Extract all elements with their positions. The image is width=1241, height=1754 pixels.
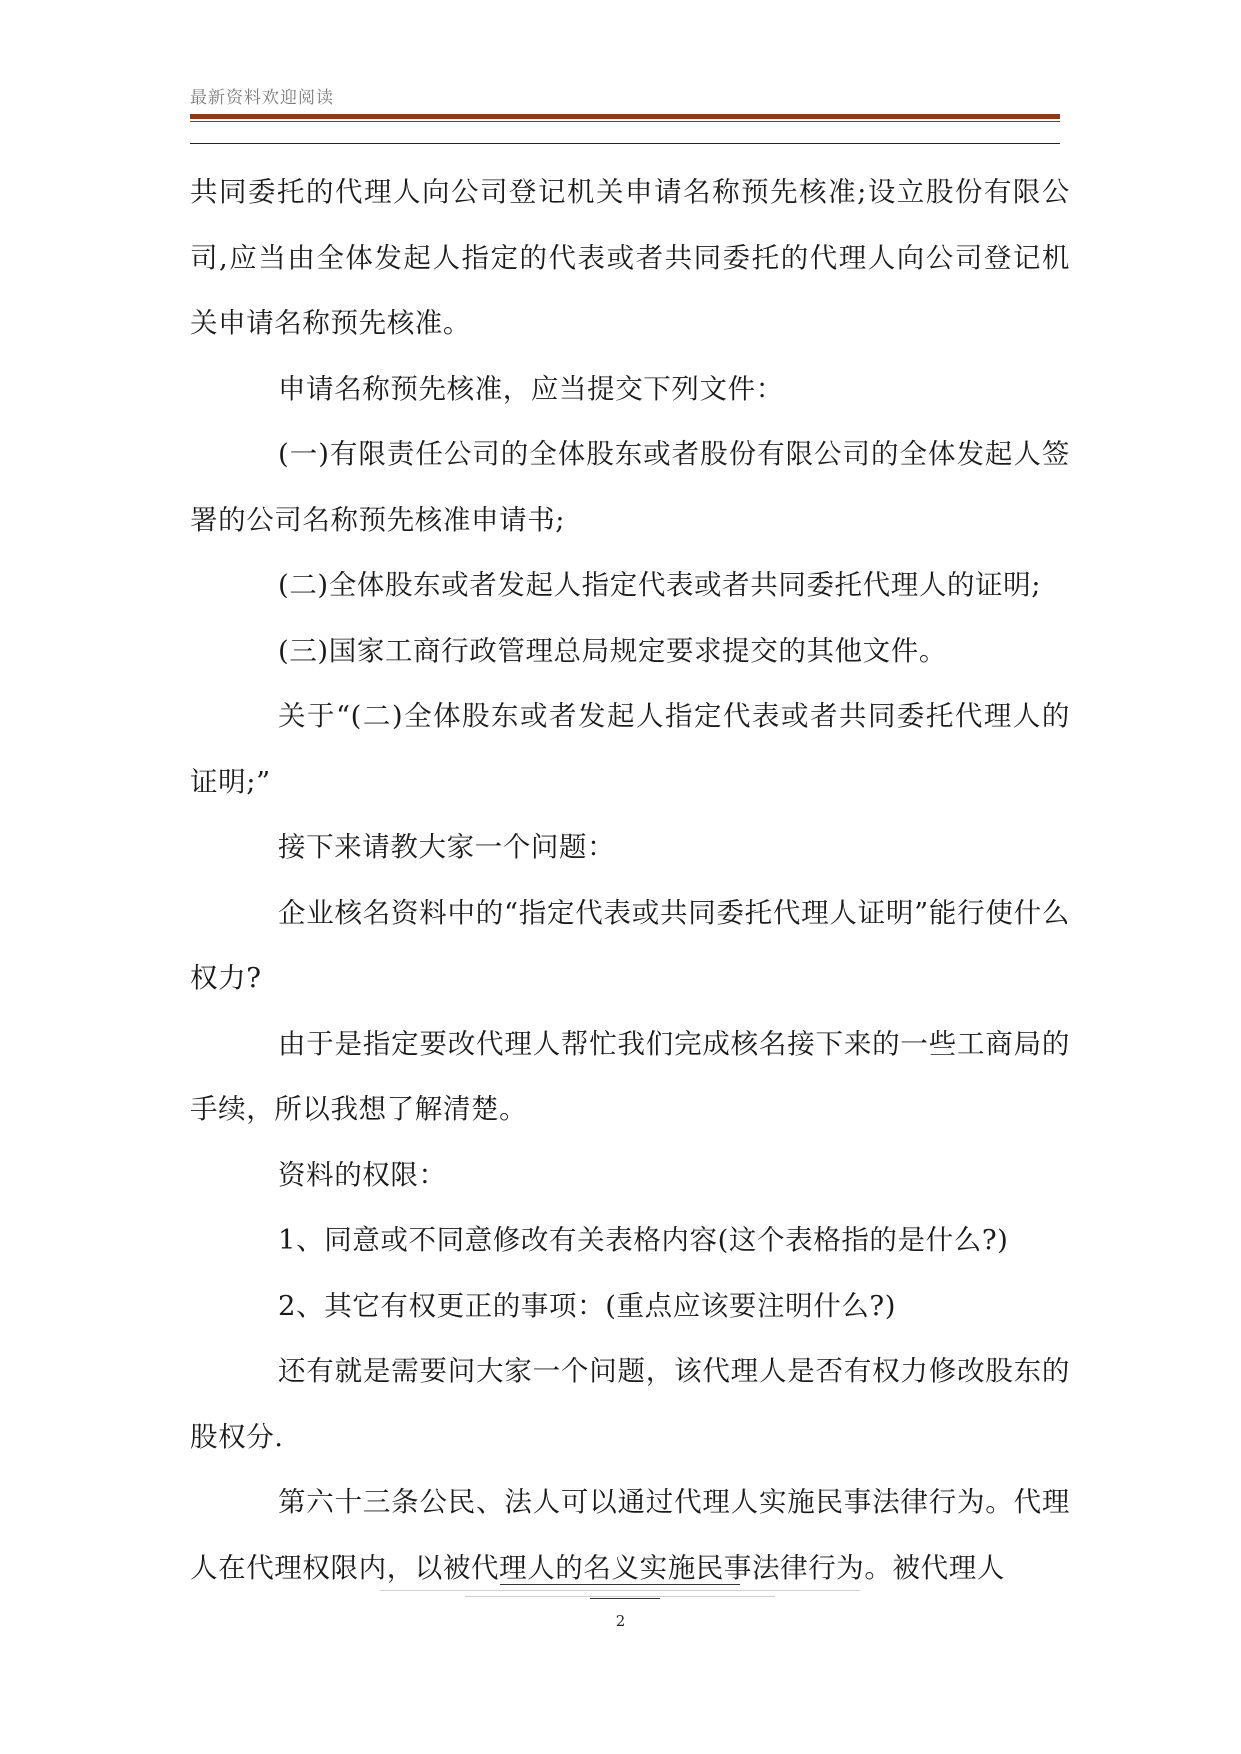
paragraph-7: 接下来请教大家一个问题：: [278, 831, 616, 863]
header-rule-base: [190, 143, 1060, 144]
page-header: [190, 88, 1060, 110]
paragraph-10: 资料的权限：: [278, 1158, 447, 1191]
footer-rule-outer: [380, 1590, 860, 1591]
header-rule-thick: [190, 114, 1060, 119]
footer-rule-short: [590, 1598, 660, 1599]
header-title: 最新资料欢迎阅读: [190, 88, 334, 108]
paragraph-11: 1、同意或不同意修改有关表格内容(这个表格指的是什么?): [278, 1224, 1009, 1256]
paragraph-1: 共同委托的代理人向公司登记机关申请名称预先核准;设立股份有限公司,应当由全体发起人指定的代表或者共同委托的代理人向公司登记机关申请名称预先核准。: [190, 176, 1070, 339]
paragraph-8: 企业核名资料中的“指定代表或共同委托代理人证明”能行使什么权力?: [190, 896, 1070, 994]
paragraph-6: 关于“(二)全体股东或者发起人指定代表或者共同委托代理人的证明;”: [190, 700, 1070, 798]
paragraph-5: (三)国家工商行政管理总局规定要求提交的其他文件。: [278, 634, 947, 667]
header-rule-thin: [190, 121, 1060, 122]
footer-rule-inner: [465, 1596, 775, 1597]
paragraph-14: 第六十三条公民、法人可以通过代理人实施民事法律行为。代理人在代理权限内，以被代理人的名义实施民事法律行为。被代理人: [190, 1486, 1070, 1584]
paragraph-13: 还有就是需要问大家一个问题，该代理人是否有权力修改股东的股权分.: [190, 1355, 1070, 1453]
footer-rule-dark: [500, 1584, 740, 1585]
paragraph-3: (一)有限责任公司的全体股东或者股份有限公司的全体发起人签署的公司名称预先核准申请书;: [190, 438, 1070, 536]
paragraph-9: 由于是指定要改代理人帮忙我们完成核名接下来的一些工商局的手续，所以我想了解清楚。: [190, 1027, 1070, 1125]
paragraph-4: (二)全体股东或者发起人指定代表或者共同委托代理人的证明;: [278, 569, 1042, 601]
paragraph-12: 2、其它有权更正的事项：(重点应该要注明什么?): [278, 1289, 897, 1322]
paragraph-2: 申请名称预先核准，应当提交下列文件：: [278, 372, 784, 405]
document-body: [190, 160, 1070, 1601]
page-number: 2: [615, 1612, 626, 1630]
